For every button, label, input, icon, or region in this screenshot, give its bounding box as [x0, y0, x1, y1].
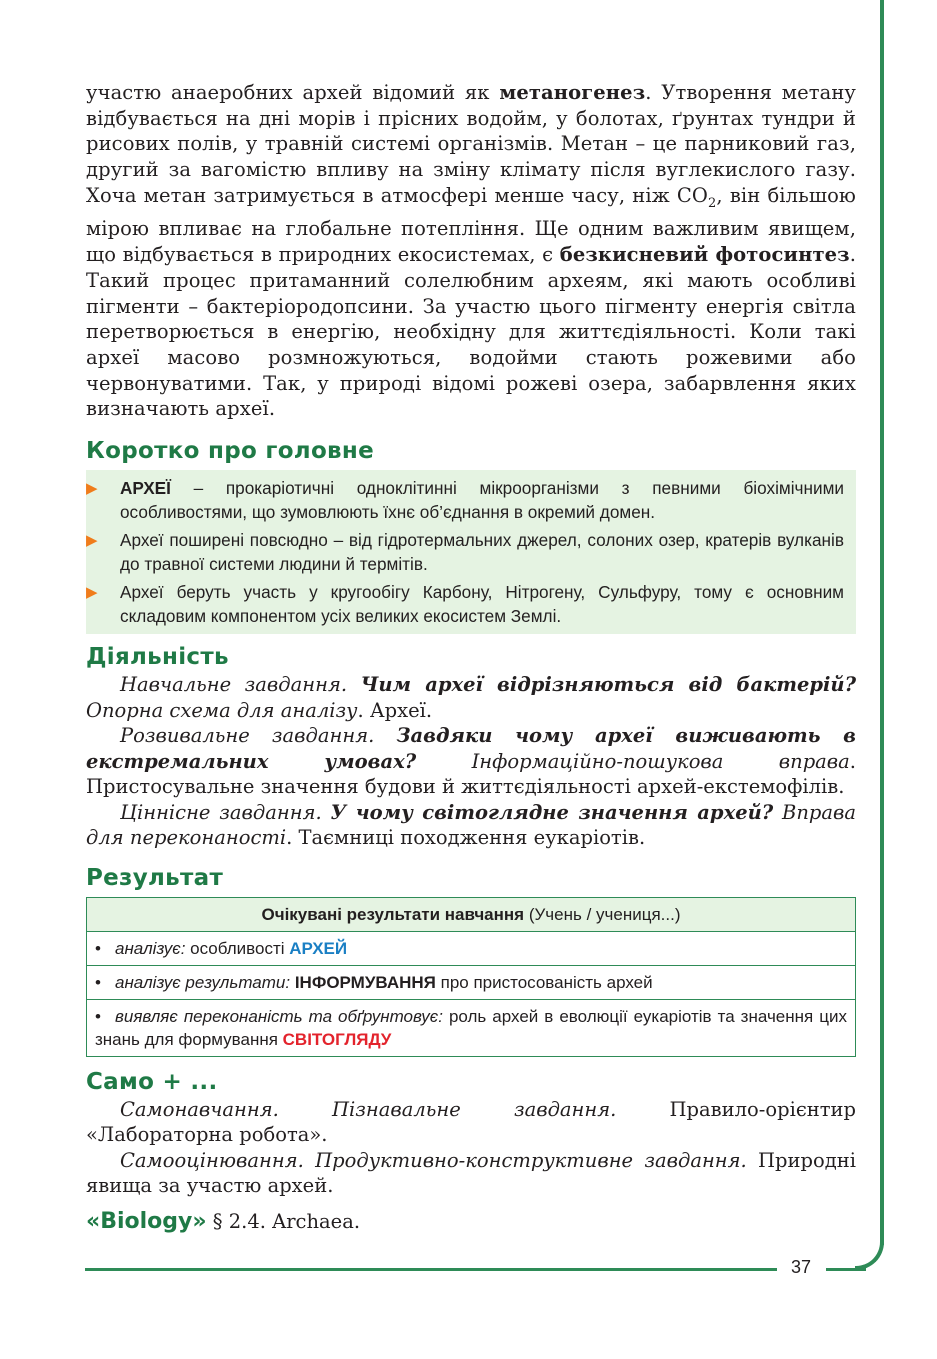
self-heading: Само + ... [86, 1068, 218, 1095]
summary-item [86, 580, 844, 628]
task-method: Опорна схема для аналізу [86, 698, 358, 722]
task-question: Чим археї відрізняються від бактерій? [360, 673, 856, 697]
task-method: Вправа для переконаності [86, 800, 857, 850]
keyword-informing: ІНФОРМУВАННЯ [290, 972, 436, 992]
page-content [86, 80, 856, 1234]
outcome-verb: виявляє переконаність та обґрунтовує: [115, 1006, 443, 1026]
task-label: Розвивальне завдання. [120, 724, 397, 748]
result-heading: Результат [86, 864, 224, 891]
row-bullet: • [95, 938, 101, 958]
table-header-bold: Очікувані результати навчання [261, 904, 525, 924]
results-table [86, 897, 856, 1057]
table-cell [87, 931, 856, 965]
biology-reference [86, 1209, 856, 1234]
keyword-worldview: СВІТОГЛЯДУ [282, 1029, 392, 1049]
self-section [86, 1097, 856, 1199]
self-learning-line [86, 1097, 856, 1148]
keyword-archaea: АРХЕЙ [289, 938, 348, 958]
activity-task-1 [86, 672, 856, 723]
biology-label: «Biology» [86, 1208, 207, 1234]
task-topic: . Пристосувальне значення будови й життєдіяльності архей-екстемофілів. [86, 749, 856, 799]
row-bullet: • [95, 1006, 101, 1026]
task-question: Завдяки чому археї виживають в екстремальних умовах? [86, 724, 856, 773]
co2-subscript: 2 [708, 195, 717, 211]
term-archaea: АРХЕЇ [120, 478, 171, 499]
intro-text-3: , він більшою мірою впливає на глобальне потепління. Ще одним важливим явищем, що відбувається в природних екосистемах, є [86, 183, 856, 267]
summary-box [86, 470, 856, 634]
table-header-rest: (Учень / учениця...) [524, 904, 681, 924]
self-assessment-label: Самооцінювання. Продуктивно-конструктивне завдання. [120, 1148, 747, 1172]
table-header-cell [87, 897, 856, 931]
activity-task-2 [86, 723, 856, 800]
task-topic: . Таємниці походження еукаріотів. [286, 826, 646, 850]
self-assessment-line [86, 1148, 856, 1199]
summary-item [86, 476, 844, 524]
activity-heading: Діяльність [86, 644, 229, 671]
outcome-verb: аналізує: [115, 938, 186, 958]
task-label: Навчальне завдання. [120, 673, 361, 697]
biology-text: § 2.4. Archaea. [206, 1209, 361, 1233]
outcome-text: про пристосованість архей [435, 972, 653, 992]
task-method: Інформаційно-пошукова вправа [471, 749, 850, 773]
page-frame-corner [855, 1220, 884, 1270]
activity-section [86, 672, 856, 851]
page-frame-right [880, 0, 884, 1245]
table-row [87, 999, 856, 1056]
intro-paragraph [86, 80, 856, 422]
table-row [87, 897, 856, 931]
self-learning-label: Самонавчання. Пізнавальне завдання. [120, 1097, 617, 1121]
outcome-text: особливості [185, 938, 290, 958]
table-cell [87, 965, 856, 999]
task-topic: . Археї. [357, 698, 433, 722]
self-assessment-text: Природні явища за участю архей. [86, 1148, 856, 1198]
outcome-text: роль архей в еволюції еукаріотів та значення цих знань для формування [95, 1006, 847, 1049]
intro-text-4: . Такий процес притаманний солелюбним археям, які мають особливі пігменти – бактеріородопсини. За участю цього пігменту енергія світла перетворюється в енергію, необхідну для життєдіяльності. Коли такі археї масово розмножуються, водойми стають рожевими або червонуватими. Так, у природі відомі рожеві озера, забарвлення яких визначають археї. [86, 243, 856, 421]
intro-text-1: участю анаеробних архей відомий як [86, 81, 500, 104]
summary-item-1-text: – прокаріотичні одноклітинні мікроорганізми з певними біохімічними особливостями, що зумовлюють їхнє об’єднання в окремий домен. [120, 478, 844, 523]
summary-item-text: Археї поширені повсюдно – від гідротермальних джерел, солоних озер, кратерів вулканів до травної системи людини й термітів. [120, 530, 844, 575]
table-row [87, 931, 856, 965]
outcome-verb: аналізує результати: [115, 972, 291, 992]
term-anoxygenic-photosynthesis: безкисневий фотосинтез [559, 243, 850, 267]
orange-triangle-icon: ▶ [86, 480, 98, 498]
term-methanogenesis: метаногенез [499, 81, 646, 104]
summary-item-text: Археї беруть участь у кругообігу Карбону, Нітрогену, Сульфуру, тому є основним складовим компонентом усіх великих екосистем Землі. [120, 582, 844, 627]
footer-rule-left [85, 1268, 777, 1271]
footer-rule-right [826, 1268, 866, 1271]
table-cell [87, 999, 856, 1056]
orange-triangle-icon: ▶ [86, 532, 98, 550]
page-number: 37 [790, 1257, 812, 1277]
summary-item [86, 528, 844, 576]
orange-triangle-icon: ▶ [86, 584, 98, 602]
summary-heading: Коротко про головне [86, 438, 374, 465]
activity-task-3 [86, 800, 856, 851]
row-bullet: • [95, 972, 101, 992]
self-learning-text: Правило-орієнтир «Лабораторна робота». [86, 1097, 857, 1147]
task-question: У чому світоглядне значення архей? [330, 800, 774, 824]
task-label: Ціннісне завдання. [120, 800, 331, 824]
summary-item-text [120, 476, 844, 524]
table-row [87, 965, 856, 999]
intro-text-2: . Утворення метану відбувається на дні морів і прісних водойм, у болотах, ґрунтах тундри й рисових полів, у травній системі організмів. Метан – це парниковий газ, другий за вагомістю впливу на зміну клімату після вуглекислого газу. Хоча метан затримується в атмосфері менше часу, ніж CO [86, 81, 856, 207]
